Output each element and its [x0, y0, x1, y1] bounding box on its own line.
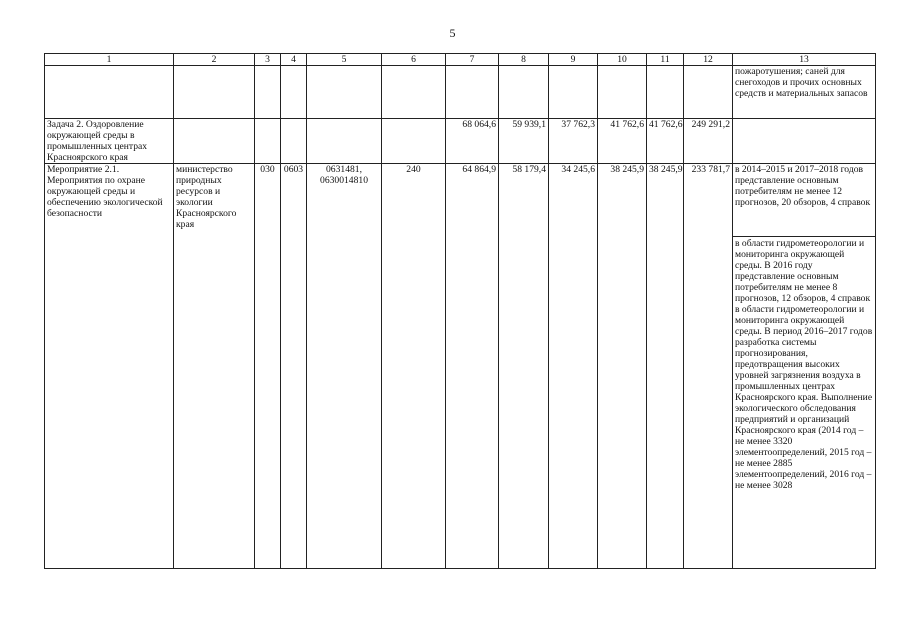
table-cell: [281, 66, 307, 119]
grbs-code: 030: [255, 164, 281, 569]
amount-cell: 59 939,1: [499, 119, 549, 164]
amount-cell: 68 064,6: [446, 119, 499, 164]
table-cell: [174, 119, 255, 164]
column-header: 10: [598, 54, 647, 66]
column-header: 7: [446, 54, 499, 66]
target-article-code: 0631481, 0630014810: [307, 164, 382, 569]
table-cell: [647, 66, 684, 119]
responsible-party: министерство природных ресурсов и экологии Красноярского края: [174, 164, 255, 569]
column-header: 3: [255, 54, 281, 66]
column-header: 2: [174, 54, 255, 66]
table-cell: [684, 66, 733, 119]
table-cell: [382, 66, 446, 119]
result-description: [733, 119, 876, 164]
amount-cell: 38 245,9: [598, 164, 647, 569]
table-cell: [174, 66, 255, 119]
section-code: 0603: [281, 164, 307, 569]
table-row: [45, 164, 876, 237]
program-table: [44, 53, 876, 569]
amount-cell: 38 245,9: [647, 164, 684, 569]
result-description-continued: в области гидрометеорологии и мониторинга окружающей среды. В 2016 году представление основным потребителям не менее 8 прогнозов, 12 обзоров, 4 справок в области гидрометеорологии и мониторинга окружающей среды. В период 2016–2017 годов разработка системы прогнозирования, предотвращения высоких уровней загрязнения воздуха в промышленных центрах Красноярского края. Выполнение экологического обследования предприятий и организаций Красноярского края (2014 год – не менее 3320 элементоопределений, 2015 год – не менее 2885 элементоопределений, 2016 год – не менее 3028: [733, 237, 876, 569]
column-header: 5: [307, 54, 382, 66]
amount-cell: 58 179,4: [499, 164, 549, 569]
header-row: [45, 54, 876, 66]
column-header: 1: [45, 54, 174, 66]
table-row: [45, 119, 876, 164]
table-cell: [598, 66, 647, 119]
table-cell: [45, 66, 174, 119]
task-title: Задача 2. Оздоровление окружающей среды в промышленных центрах Красноярского края: [45, 119, 174, 164]
total-cell: 249 291,2: [684, 119, 733, 164]
amount-cell: 34 245,6: [549, 164, 598, 569]
table-cell: [446, 66, 499, 119]
amount-cell: 37 762,3: [549, 119, 598, 164]
page-number: 5: [449, 26, 456, 40]
table-cell: [499, 66, 549, 119]
total-cell: 233 781,7: [684, 164, 733, 569]
column-header: 8: [499, 54, 549, 66]
expense-type-code: 240: [382, 164, 446, 569]
column-header: 13: [733, 54, 876, 66]
column-header: 4: [281, 54, 307, 66]
column-header: 9: [549, 54, 598, 66]
table-cell: [307, 119, 382, 164]
table-cell: [255, 119, 281, 164]
amount-cell: 41 762,6: [647, 119, 684, 164]
result-description: пожаротушения; саней для снегоходов и прочих основных средств и материальных запасов: [733, 66, 876, 119]
amount-cell: 41 762,6: [598, 119, 647, 164]
table-cell: [307, 66, 382, 119]
amount-cell: 64 864,9: [446, 164, 499, 569]
column-header: 11: [647, 54, 684, 66]
table-cell: [382, 119, 446, 164]
table-cell: [281, 119, 307, 164]
table-cell: [255, 66, 281, 119]
measure-title: Мероприятие 2.1. Мероприятия по охране окружающей среды и обеспечению экологической безопасности: [45, 164, 174, 569]
table-row: [45, 66, 876, 119]
result-description: в 2014–2015 и 2017–2018 годов представление основным потребителям не менее 12 прогнозов, 20 обзоров, 4 справок: [733, 164, 876, 237]
column-header: 12: [684, 54, 733, 66]
column-header: 6: [382, 54, 446, 66]
table-cell: [549, 66, 598, 119]
